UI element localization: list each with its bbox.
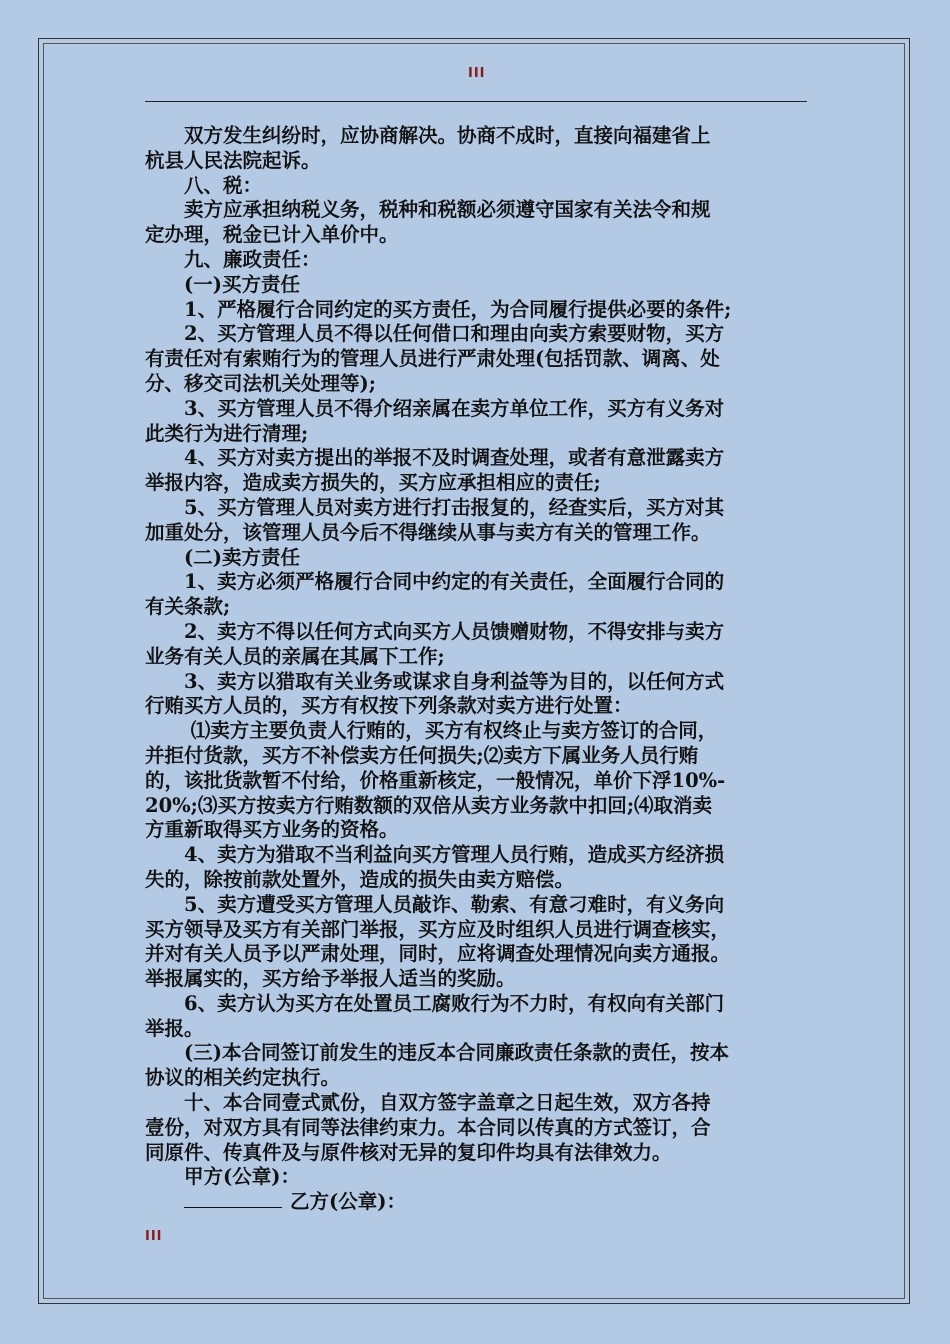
text-line: 有关条款; [145, 595, 231, 619]
text-line: 甲方(公章)： [145, 1165, 300, 1189]
text-line: 定办理，税金已计入单价中。 [145, 223, 399, 247]
text-line: 有责任对有索贿行为的管理人员进行严肃处理(包括罚款、调离、处 [145, 347, 720, 371]
text-line: 分、移交司法机关处理等); [145, 371, 376, 395]
text-line: (三)本合同签订前发生的违反本合同廉政责任条款的责任，按本 [145, 1041, 729, 1065]
text-line: 6、卖方认为买方在处置员工腐败行为不力时，有权向有关部门 [145, 991, 725, 1015]
text-line: 此类行为进行清理; [145, 421, 309, 445]
text-line: 失的，除按前款处置外，造成的损失由卖方赔偿。 [145, 867, 575, 891]
text-line: 加重处分，该管理人员今后不得继续从事与卖方有关的管理工作。 [145, 520, 711, 544]
text-line: ⑴卖方主要负责人行贿的，买方有权终止与卖方签订的合同， [145, 719, 718, 743]
text-line: 卖方应承担纳税义务，税种和税额必须遵守国家有关法令和规 [145, 198, 711, 222]
text-line: 举报属实的，买方给予举报人适当的奖励。 [145, 967, 516, 991]
text-line: 4、卖方为猎取不当利益向买方管理人员行贿，造成买方经济损 [145, 843, 725, 867]
text-line: 3、买方管理人员不得介绍亲属在卖方单位工作，买方有义务对 [145, 396, 725, 420]
text-line: 3、卖方以猎取有关业务或谋求自身利益等为目的，以任何方式 [145, 669, 725, 693]
text-line: 并拒付货款，买方不补偿卖方任何损失;⑵卖方下属业务人员行贿 [145, 743, 699, 767]
text-line: 举报内容，造成卖方损失的，买方应承担相应的责任; [145, 471, 601, 495]
header-rule [145, 101, 807, 102]
text-line: 2、买方管理人员不得以任何借口和理由向卖方索要财物，买方 [145, 322, 725, 346]
text-line: 八、税： [145, 173, 263, 197]
text-line: 2、卖方不得以任何方式向买方人员馈赠财物，不得安排与卖方 [145, 619, 725, 643]
text-line: 并对有关人员予以严肃处理，同时，应将调查处理情况向卖方通报。 [145, 942, 731, 966]
text-line: 杭县人民法院起诉。 [145, 148, 321, 172]
contract-body [145, 124, 817, 1215]
signature-blank-line [184, 1191, 282, 1208]
header-mark: III [468, 66, 486, 81]
text-line: 九、廉政责任： [145, 247, 321, 271]
signature-line-row [145, 1190, 817, 1215]
text-line: 4、买方对卖方提出的举报不及时调查处理，或者有意泄露卖方 [145, 446, 725, 470]
signature-indent [145, 1190, 184, 1213]
text-line: (一)买方责任 [145, 272, 300, 296]
text-line: 1、卖方必须严格履行合同中约定的有关责任，全面履行合同的 [145, 570, 725, 594]
text-line: 双方发生纠纷时，应协商解决。协商不成时，直接向福建省上 [145, 124, 711, 147]
text-line: 壹份，对双方具有同等法律约束力。本合同以传真的方式签订，合 [145, 1115, 711, 1139]
text-line: 十、本合同壹式贰份，自双方签字盖章之日起生效，双方各持 [145, 1091, 711, 1115]
text-line: 方重新取得买方业务的资格。 [145, 818, 399, 842]
text-line: 买方领导及买方有关部门举报，买方应及时组织人员进行调查核实， [145, 917, 731, 941]
text-line: 业务有关人员的亲属在其属下工作; [145, 644, 445, 668]
text-line: 5、买方管理人员对卖方进行打击报复的，经查实后，买方对其 [145, 495, 725, 519]
text-line: 20%;⑶买方按卖方行贿数额的双倍从卖方业务款中扣回;⑷取消卖 [145, 793, 713, 817]
text-line: 1、严格履行合同约定的买方责任，为合同履行提供必要的条件; [145, 297, 732, 321]
text-line: 举报。 [145, 1016, 204, 1040]
text-line: 协议的相关约定执行。 [145, 1066, 341, 1090]
party-b-label: 乙方(公章)： [290, 1190, 406, 1214]
text-line: 5、卖方遭受买方管理人员敲诈、勒索、有意刁难时，有义务向 [145, 892, 725, 916]
text-line: 同原件、传真件及与原件核对无异的复印件均具有法律效力。 [145, 1140, 672, 1164]
text-line: 的，该批货款暂不付给，价格重新核定，一般情况，单价下浮10%- [145, 768, 726, 792]
text-line: 行贿买方人员的，买方有权按下列条款对卖方进行处置： [145, 694, 633, 718]
text-line: (二)卖方责任 [145, 545, 300, 569]
footer-mark: III [145, 1229, 163, 1244]
